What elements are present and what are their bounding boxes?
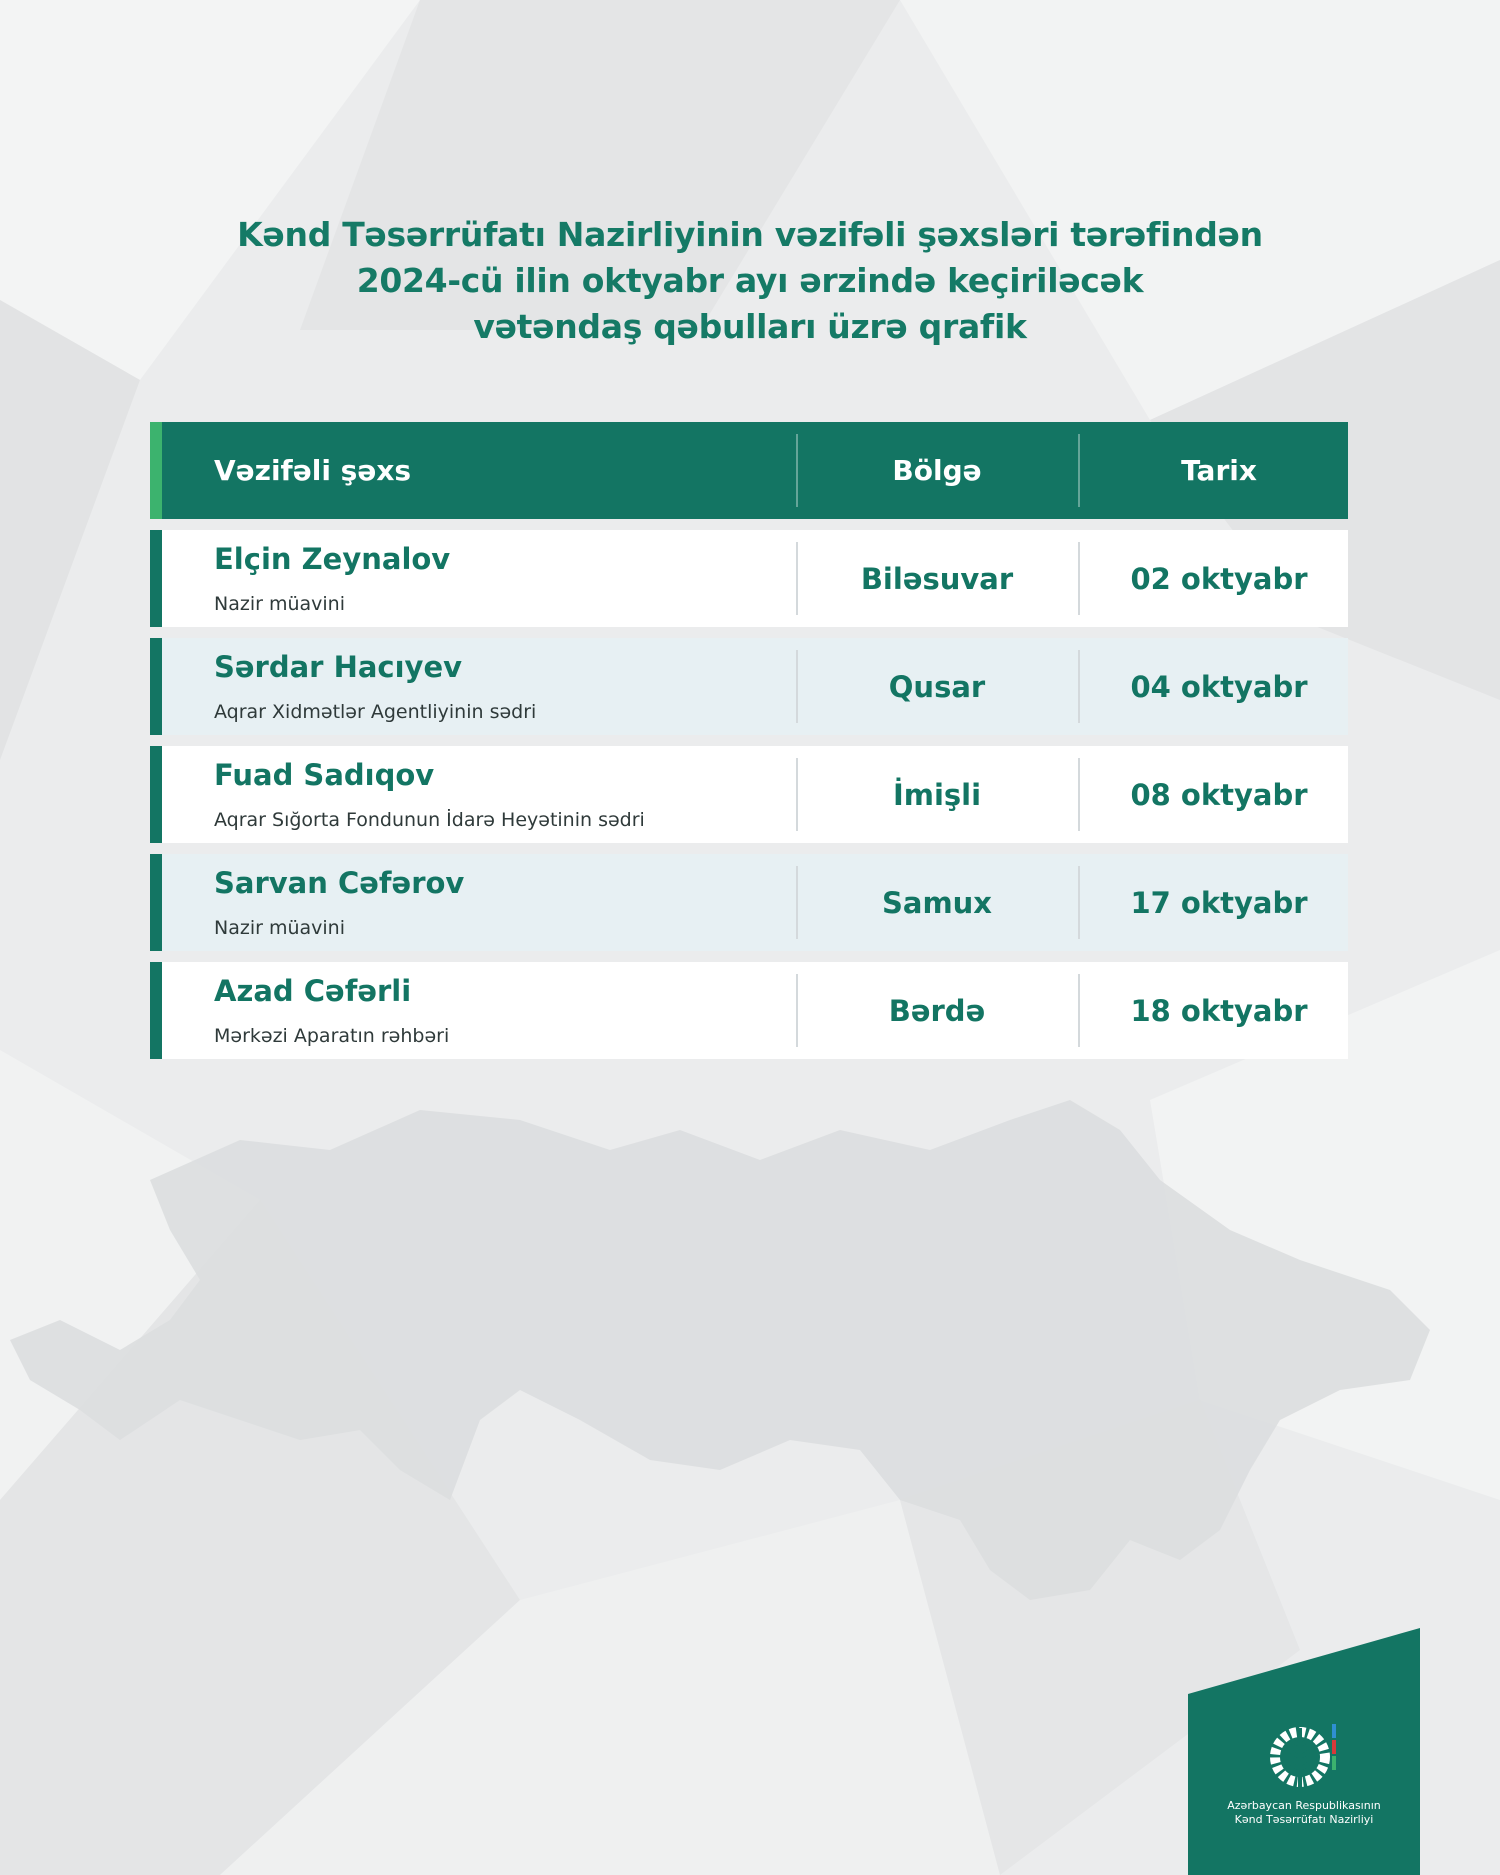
official-name: Elçin Zeynalov bbox=[214, 542, 451, 576]
table-row bbox=[150, 854, 1348, 951]
official-cell bbox=[214, 538, 450, 616]
title-line-3: vətəndaş qəbulları üzrə qrafik bbox=[473, 307, 1027, 346]
region-cell: Biləsuvar bbox=[860, 561, 1014, 596]
official-cell bbox=[214, 646, 536, 724]
region-cell: İmişli bbox=[892, 777, 982, 812]
date-cell: 02 oktyabr bbox=[1130, 561, 1308, 596]
official-role: Mərkəzi Aparatın rəhbəri bbox=[214, 1025, 450, 1047]
date-cell: 08 oktyabr bbox=[1130, 777, 1308, 812]
official-cell bbox=[214, 970, 449, 1048]
header-region: Bölgə bbox=[892, 454, 982, 487]
title-line-1: Kənd Təsərrüfatı Nazirliyinin vəzifəli şəxsləri tərəfindən bbox=[237, 215, 1263, 254]
official-role: Aqrar Sığorta Fondunun İdarə Heyətinin sədri bbox=[214, 809, 645, 831]
logo-caption-line-2: Kənd Təsərrüfatı Nazirliyi bbox=[1234, 1813, 1374, 1826]
region-cell: Samux bbox=[881, 885, 993, 920]
header-official: Vəzifəli şəxs bbox=[214, 454, 412, 487]
date-cell: 04 oktyabr bbox=[1130, 669, 1308, 704]
table-row bbox=[150, 746, 1348, 843]
title-line-2: 2024-cü ilin oktyabr ayı ərzində keçiriləcək bbox=[356, 261, 1144, 300]
official-name: Sarvan Cəfərov bbox=[214, 866, 465, 900]
logo-caption bbox=[1188, 1799, 1420, 1827]
official-name: Sərdar Hacıyev bbox=[214, 650, 463, 684]
official-cell bbox=[214, 754, 645, 832]
region-cell: Qusar bbox=[888, 669, 986, 704]
date-cell: 17 oktyabr bbox=[1130, 885, 1308, 920]
header-date: Tarix bbox=[1181, 454, 1257, 487]
official-name: Azad Cəfərli bbox=[214, 974, 412, 1008]
logo-caption-line-1: Azərbaycan Respublikasının bbox=[1227, 1799, 1381, 1812]
table-row bbox=[150, 638, 1348, 735]
official-cell bbox=[214, 862, 464, 940]
official-role: Nazir müavini bbox=[214, 917, 345, 939]
official-name: Fuad Sadıqov bbox=[214, 758, 435, 792]
official-role: Nazir müavini bbox=[214, 593, 345, 615]
page-title bbox=[150, 212, 1350, 350]
official-role: Aqrar Xidmətlər Agentliyinin sədri bbox=[214, 701, 537, 723]
table-row bbox=[150, 530, 1348, 627]
schedule-table bbox=[150, 422, 1348, 1059]
table-header bbox=[150, 422, 1348, 519]
table-row bbox=[150, 962, 1348, 1059]
region-cell: Bərdə bbox=[888, 993, 986, 1028]
date-cell: 18 oktyabr bbox=[1130, 993, 1308, 1028]
